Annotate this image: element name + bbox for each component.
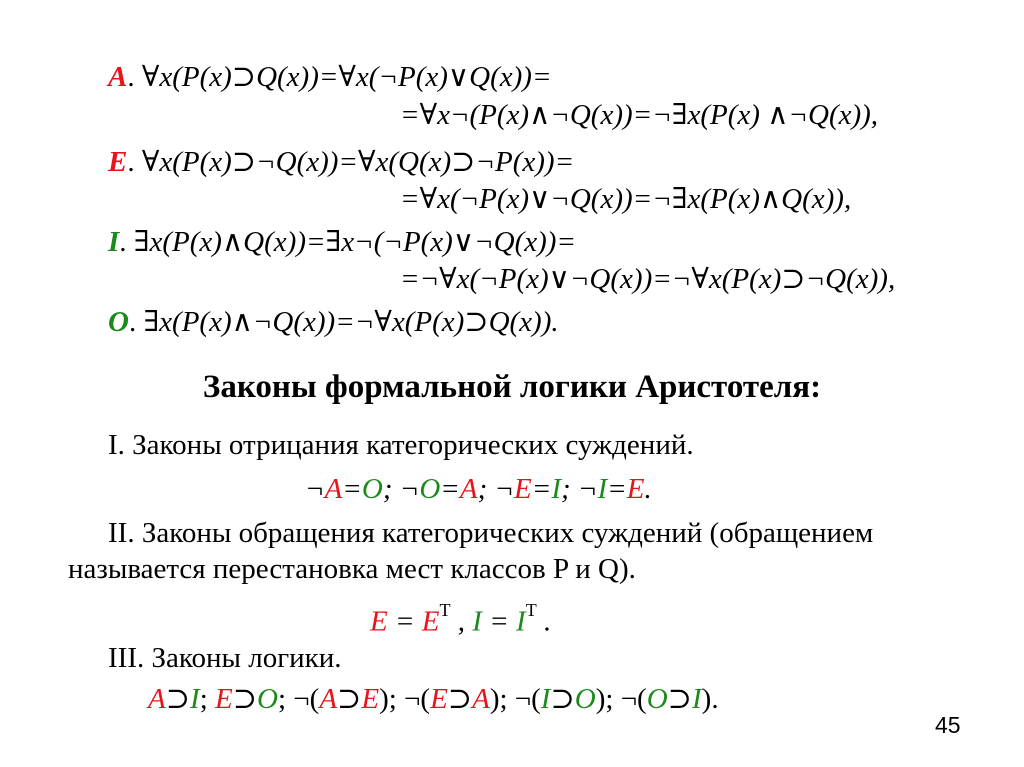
formula-o-text1: ∃x(P(x)∧¬Q(x))=¬∀x(P(x)⊃Q(x)).	[143, 306, 559, 338]
formula-i-line2: =¬∀x(¬P(x)∨¬Q(x))=¬∀x(P(x)⊃¬Q(x)),	[400, 263, 896, 295]
formula-i-line1: I. ∃x(P(x)∧Q(x))=∃x¬(¬P(x)∨¬Q(x))=	[108, 226, 576, 258]
formula-a-line1: A. ∀x(P(x)⊃Q(x))=∀x(¬P(x)∨Q(x))=	[108, 61, 552, 93]
law3-heading: III. Законы логики.	[108, 642, 342, 674]
law2-heading: II. Законы обращения категорических суждений (обращением	[108, 517, 874, 549]
section-title: Законы формальной логики Аристотеля:	[202, 369, 822, 405]
formula-e-text1: ∀x(P(x)⊃¬Q(x))=∀x(Q(x)⊃¬P(x))=	[141, 146, 575, 178]
formula-e-line2: =∀x(¬P(x)∨¬Q(x))=¬∃x(P(x)∧Q(x)),	[400, 183, 852, 215]
formula-i-text1: ∃x(P(x)∧Q(x))=∃x¬(¬P(x)∨¬Q(x))=	[133, 226, 576, 258]
page-number: 45	[935, 712, 961, 738]
formula-a-text1: ∀x(P(x)⊃Q(x))=∀x(¬P(x)∨Q(x))=	[141, 61, 552, 93]
law2-heading-cont: называется перестановка мест классов P и Q).	[68, 553, 636, 585]
formula-o-line1: O. ∃x(P(x)∧¬Q(x))=¬∀x(P(x)⊃Q(x)).	[108, 306, 559, 338]
label-e: E	[108, 146, 128, 178]
formula-e-line1: E. ∀x(P(x)⊃¬Q(x))=∀x(Q(x)⊃¬P(x))=	[108, 146, 575, 178]
law1-heading: I. Законы отрицания категорических суждений.	[108, 429, 694, 461]
label-i: I	[108, 226, 120, 258]
law2-formula: $E = E^T$ , $I = I^T$ .	[370, 600, 552, 638]
law1-formula: ¬A=O; ¬O=A; ¬E=I; ¬I=E.	[305, 473, 652, 505]
law3-formula: A⊃I; E⊃O; ¬(A⊃E); ¬(E⊃A); ¬(I⊃O); ¬(O⊃I).	[148, 683, 719, 715]
label-o: O	[108, 306, 129, 338]
label-a: A	[108, 61, 128, 93]
formula-a-line2: =∀x¬(P(x)∧¬Q(x))=¬∃x(P(x) ∧¬Q(x)),	[400, 99, 879, 131]
